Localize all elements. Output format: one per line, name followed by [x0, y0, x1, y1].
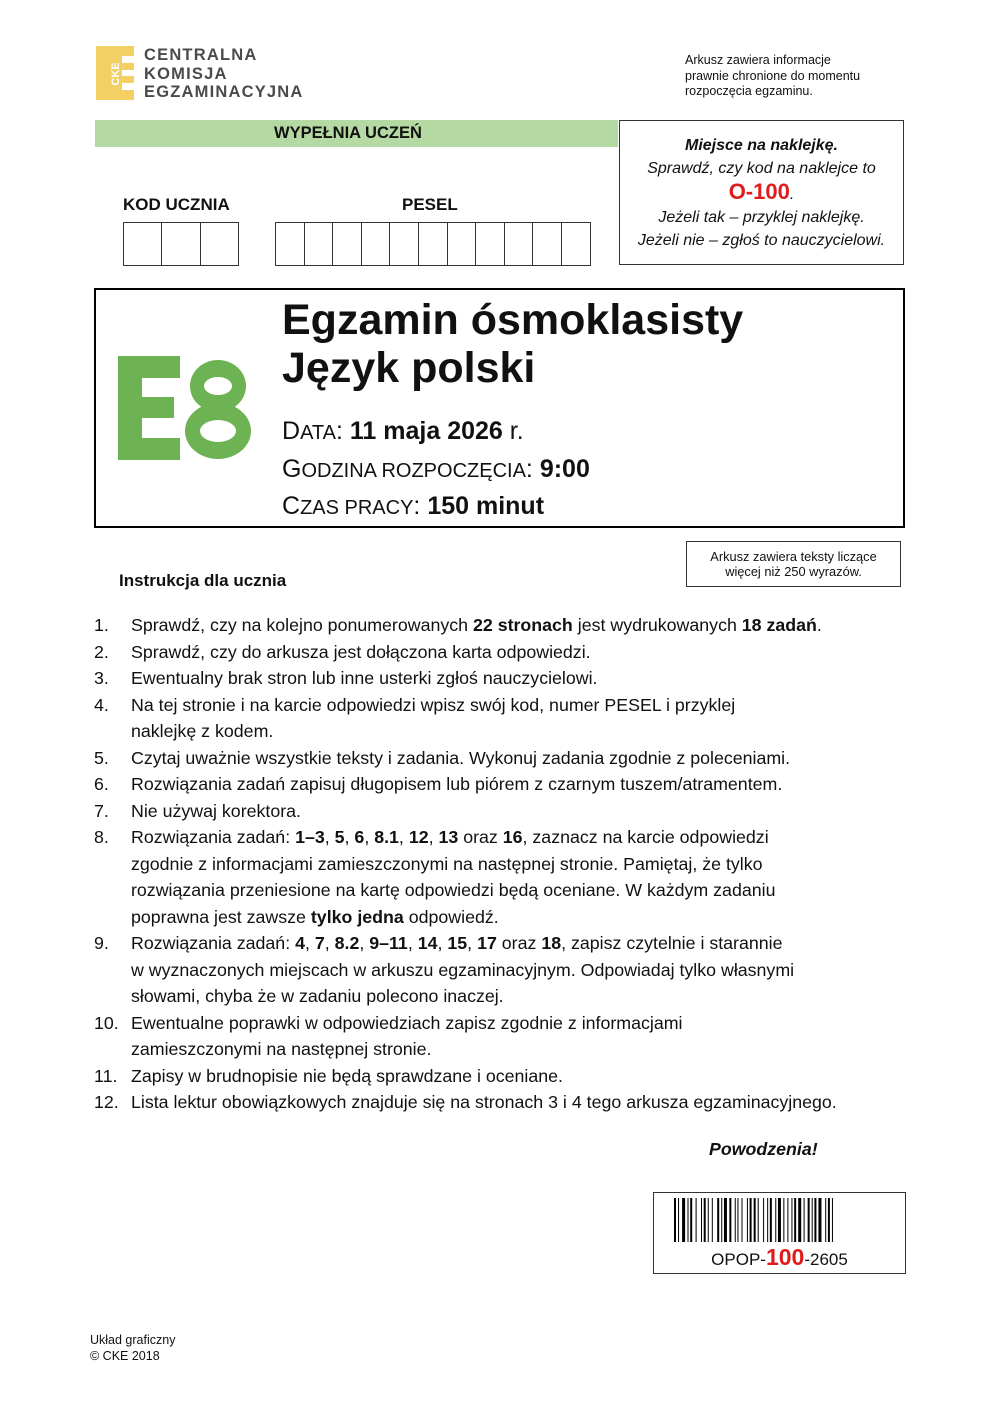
digit-box[interactable] — [305, 223, 334, 265]
instruction-item — [94, 745, 894, 772]
footer — [90, 1332, 175, 1364]
sticker-instruction: Jeżeli nie – zgłoś to nauczycielowi. — [637, 232, 886, 249]
student-code-label: KOD UCZNIA — [123, 195, 230, 214]
digit-box[interactable] — [362, 223, 391, 265]
instruction-number: 12. — [94, 1092, 119, 1112]
instruction-number: 6. — [94, 774, 109, 794]
sticker-code-line — [620, 180, 903, 206]
student-code-field[interactable] — [123, 222, 239, 266]
barcode-label: OPOP-100-2605 — [711, 1244, 848, 1270]
exam-start-time: GODZINA ROZPOCZĘCIA: 9:00 — [282, 455, 590, 483]
instruction-text: Rozwiązania zadań zapisuj długopisem lub piórem z czarnym tuszem/atramentem. — [131, 774, 783, 794]
instruction-text: Ewentualny brak stron lub inne usterki zgłoś nauczycielowi. — [131, 668, 598, 688]
instruction-text: Zapisy w brudnopisie nie będą sprawdzane i oceniane. — [131, 1065, 563, 1086]
cke-logo-mark-icon — [96, 46, 134, 100]
sticker-area — [619, 120, 904, 265]
exam-subject: Język polski — [282, 344, 536, 392]
instruction-item — [94, 824, 894, 930]
cke-logo-text — [144, 46, 304, 102]
logo-line: EGZAMINACYJNA — [144, 83, 304, 101]
digit-box[interactable] — [562, 223, 591, 265]
cke-logo — [96, 46, 306, 102]
instruction-number: 1. — [94, 615, 109, 635]
confidential-notice — [685, 53, 895, 100]
instruction-item — [94, 692, 894, 745]
sticker-code: O-100 — [728, 179, 790, 204]
digit-box[interactable] — [476, 223, 505, 265]
footer-line: © CKE 2018 — [90, 1349, 160, 1363]
barcode-code: 100 — [765, 1244, 805, 1270]
instruction-number: 9. — [94, 933, 109, 953]
footer-line: Układ graficzny — [90, 1333, 176, 1347]
digit-box[interactable] — [276, 223, 305, 265]
instruction-number: 4. — [94, 694, 109, 715]
instruction-item — [94, 1063, 894, 1090]
student-fill-label: WYPEŁNIA UCZEŃ — [274, 124, 422, 142]
instruction-number: 11. — [94, 1065, 118, 1086]
e8-logo-icon — [118, 356, 254, 460]
exam-duration: CZAS PRACY: 150 minut — [282, 492, 545, 520]
instruction-number: 3. — [94, 668, 109, 688]
digit-box[interactable] — [533, 223, 562, 265]
instruction-text: Na tej stronie i na karcie odpowiedzi wpisz swój kod, numer PESEL i przyklej naklejkę z kodem. — [131, 694, 736, 741]
exam-title: Egzamin ósmoklasisty — [282, 296, 744, 344]
notice-line: rozpoczęcia egzaminu. — [685, 84, 813, 98]
digit-box[interactable] — [505, 223, 534, 265]
digit-box[interactable] — [201, 223, 239, 265]
cke-logo-mark-text: CKE — [109, 62, 122, 86]
instruction-text: Sprawdź, czy do arkusza jest dołączona karta odpowiedzi. — [131, 641, 591, 662]
logo-line: CENTRALNA — [144, 46, 258, 64]
exam-title-box — [94, 288, 905, 528]
note-line: Arkusz zawiera teksty liczące — [710, 549, 877, 564]
instruction-text: Sprawdź, czy na kolejno ponumerowanych 22 stronach jest wydrukowanych 18 zadań. — [131, 615, 822, 635]
instruction-text: Czytaj uważnie wszystkie teksty i zadania. Wykonuj zadania zgodnie z poleceniami. — [131, 747, 791, 768]
instruction-number: 10. — [94, 1012, 119, 1033]
text-length-note — [686, 541, 901, 587]
logo-line: KOMISJA — [144, 64, 228, 83]
exam-duration-value: 150 minut — [427, 492, 545, 520]
exam-date: DATA: 11 maja 2026 r. — [282, 417, 524, 445]
instruction-text: Rozwiązania zadań: 4, 7, 8.2, 9–11, 14, 15, 17 oraz 18, zapisz czytelnie i starannie w wyznaczonych miejscach w arkuszu egzaminacyjnym. Odpowiadaj tylko własnymi słowami, chyba że w zadaniu polecono inaczej. — [131, 933, 795, 1006]
exam-date-value: 11 maja 2026 — [349, 417, 503, 445]
notice-line: Arkusz zawiera informacje — [685, 53, 831, 67]
sticker-instruction: Sprawdź, czy kod na naklejce to — [647, 160, 876, 177]
pesel-label: PESEL — [402, 195, 458, 214]
instruction-number: 5. — [94, 747, 109, 768]
notice-line: prawnie chronione do momentu — [685, 68, 861, 83]
instruction-item — [94, 1010, 894, 1063]
instruction-number: 7. — [94, 800, 109, 821]
digit-box[interactable] — [333, 223, 362, 265]
instruction-number: 8. — [94, 827, 109, 847]
instructions-list — [94, 612, 894, 1116]
note-line: więcej niż 250 wyrazów. — [725, 564, 862, 579]
exam-start-time-value: 9:00 — [539, 455, 590, 483]
instruction-item — [94, 771, 894, 798]
instruction-item — [94, 639, 894, 666]
instruction-number: 2. — [94, 641, 109, 662]
pesel-field[interactable] — [275, 222, 591, 266]
digit-box[interactable] — [162, 223, 200, 265]
barcode-icon — [674, 1198, 886, 1242]
instruction-text: Lista lektur obowiązkowych znajduje się na stronach 3 i 4 tego arkusza egzaminacyjnego. — [131, 1092, 837, 1112]
sticker-instruction: Jeżeli tak – przyklej naklejkę. — [658, 209, 865, 226]
digit-box[interactable] — [419, 223, 448, 265]
digit-box[interactable] — [124, 223, 162, 265]
instruction-text: Nie używaj korektora. — [131, 800, 301, 821]
instruction-item — [94, 612, 894, 639]
instruction-text: Ewentualne poprawki w odpowiedziach zapisz zgodnie z informacjami zamieszczonymi na następnej stronie. — [131, 1012, 683, 1059]
digit-box[interactable] — [390, 223, 419, 265]
closing-text: Powodzenia! — [709, 1139, 818, 1159]
instruction-text: Rozwiązania zadań: 1–3, 5, 6, 8.1, 12, 13 oraz 16, zaznacz na karcie odpowiedzi zgodnie z informacjami zamieszczonymi na następnej stronie. Pamiętaj, że tylko rozwiązania przeniesione na kartę odpowiedzi będą oceniane. W każdym zadaniu poprawna jest zawsze tylko jedna odpowiedź. — [131, 827, 776, 927]
instruction-item — [94, 798, 894, 825]
barcode — [653, 1192, 906, 1274]
instruction-item — [94, 665, 894, 692]
digit-box[interactable] — [448, 223, 477, 265]
instruction-item — [94, 930, 894, 1010]
sticker-code-suffix: . — [789, 186, 795, 203]
instruction-item — [94, 1089, 894, 1116]
sticker-title: Miejsce na naklejkę. — [685, 137, 838, 154]
instructions-heading: Instrukcja dla ucznia — [119, 571, 287, 590]
